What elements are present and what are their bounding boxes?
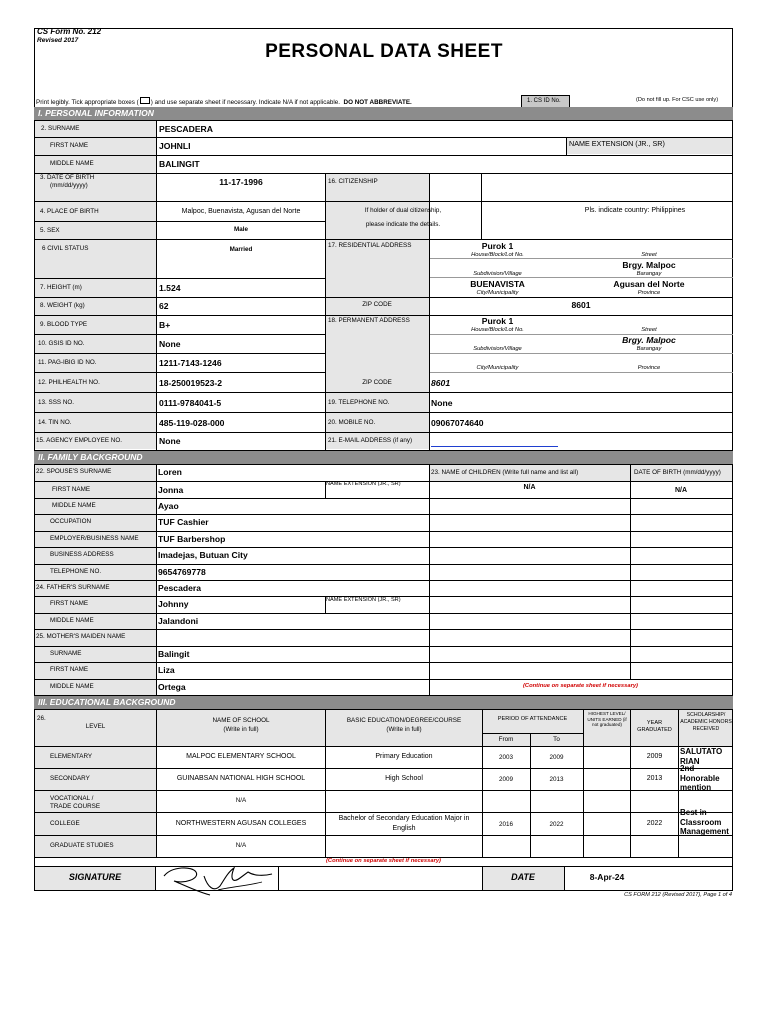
label-middle-name: MIDDLE NAME (50, 160, 94, 167)
edu-school-vocational: N/A (235, 797, 247, 804)
label-weight: 8. WEIGHT (kg) (40, 302, 85, 309)
edu-header-school: NAME OF SCHOOL (212, 717, 270, 724)
label-business-address: BUSINESS ADDRESS (50, 551, 114, 558)
edu-level-vocational (50, 795, 105, 811)
label-children: 23. NAME of CHILDREN (Write full name and list all) (431, 469, 579, 476)
edu-header-course-sub: (Write in full) (386, 726, 422, 733)
label-occupation: OCCUPATION (50, 518, 92, 525)
label-sex: 5. SEX (40, 227, 60, 234)
label-spouse-middle-name: MIDDLE NAME (52, 502, 96, 509)
value-spouse-middle-name: Ayao (158, 501, 179, 511)
value-blood-type: B+ (159, 320, 171, 330)
value-philhealth: 18-250019523-2 (159, 378, 223, 388)
edu-header-from: From (498, 736, 514, 743)
label-dob-format: (mm/dd/yyyy) (50, 182, 88, 189)
label-mother-maiden-name: 25. MOTHER'S MAIDEN NAME (36, 633, 126, 640)
cs-id-label: 1. CS ID No. (527, 98, 561, 104)
label-dual-citizenship-a: If holder of dual citizenship, (364, 207, 442, 214)
value-height: 1.524 (159, 283, 181, 293)
value-child-name: N/A (523, 484, 536, 491)
caption-subdivision: Subdivision/Village (473, 271, 522, 277)
page-title: PERSONAL DATA SHEET (265, 41, 503, 62)
date-value: 8-Apr-24 (589, 872, 625, 882)
signature-label: SIGNATURE (68, 872, 122, 882)
value-perm-barangay: Brgy. Malpoc (622, 335, 676, 345)
caption-perm-subdivision: Subdivision/Village (473, 346, 522, 352)
label-employer: EMPLOYER/BUSINESS NAME (50, 535, 139, 542)
label-citizenship: 16. CITIZENSHIP (328, 178, 378, 185)
label-sss: 13. SSS NO. (38, 399, 75, 406)
label-child-dob: DATE OF BIRTH (mm/dd/yyyy) (634, 469, 721, 476)
edu-honors-secondary: 2nd Honorable mention (680, 764, 720, 790)
edu-header-period: PERIOD OF ATTENDANCE (497, 716, 568, 722)
label-height: 7. HEIGHT (m) (40, 284, 82, 291)
label-mother-first-name: FIRST NAME (50, 666, 89, 673)
label-philhealth: 12. PHILHEALTH NO. (38, 379, 100, 386)
edu-course-elementary: Primary Education (375, 753, 433, 760)
edu-honors-college: Best in Classroom Management (680, 808, 729, 835)
label-mobile: 20. MOBILE NO. (328, 419, 376, 426)
label-spouse-surname: 22. SPOUSE'S SURNAME (36, 468, 112, 475)
caption-perm-city: City/Municipality (476, 365, 519, 371)
value-weight: 62 (159, 301, 169, 311)
edu-header-num: 26. (37, 715, 46, 722)
edu-header-year: YEAR GRADUATED (637, 720, 672, 733)
label-father-middle-name: MIDDLE NAME (50, 617, 94, 624)
value-res-barangay: Brgy. Malpoc (622, 260, 676, 270)
edu-honors-elementary: SALUTATO RIAN (680, 747, 723, 766)
label-permanent-address: 18. PERMANENT ADDRESS (328, 317, 410, 324)
label-mother-middle-name: MIDDLE NAME (50, 683, 94, 690)
label-surname: 2. SURNAME (41, 125, 80, 132)
value-sss: 0111-9784041-5 (159, 398, 222, 408)
label-father-first-name: FIRST NAME (50, 600, 89, 607)
instructions-part-1: Print legibly. Tick appropriate boxes ( (36, 99, 139, 106)
family-continue-note: (Continue on separate sheet if necessary) (522, 683, 638, 689)
value-place-of-birth: Malpoc, Buenavista, Agusan del Norte (181, 208, 301, 215)
instructions-part-2: ) and use separate sheet if necessary. Indicate N/A if not applicable. (150, 99, 341, 106)
caption-perm-barangay: Barangay (636, 346, 662, 352)
value-res-zip: 8601 (571, 300, 591, 310)
label-pagibig: 11. PAG-IBIG ID NO. (38, 359, 97, 366)
value-spouse-surname: Loren (158, 467, 182, 477)
value-child-dob: N/A (674, 487, 688, 494)
value-telephone: None (431, 398, 453, 408)
value-gsis: None (159, 339, 181, 349)
date-label: DATE (511, 872, 535, 882)
label-dual-citizenship-b: please indicate the details. (365, 221, 441, 228)
value-occupation: TUF Cashier (158, 517, 209, 527)
edu-level-college: COLLEGE (50, 820, 80, 827)
value-mother-middle-name: Ortega (158, 682, 186, 692)
label-father-surname: 24. FATHER'S SURNAME (36, 584, 110, 591)
page-footer-note: CS FORM 212 (Revised 2017), Page 1 of 4 (624, 892, 732, 898)
label-telephone-no: TELEPHONE NO. (50, 568, 102, 575)
caption-perm-province: Province (637, 365, 661, 371)
edu-level-graduate: GRADUATE STUDIES (50, 842, 114, 849)
label-name-extension: NAME EXTENSION (JR., SR) (569, 139, 665, 148)
edu-header-level: LEVEL (85, 723, 106, 730)
label-blood-type: 9. BLOOD TYPE (40, 321, 88, 328)
label-first-name: FIRST NAME (50, 142, 89, 149)
edu-from-secondary: 2009 (498, 776, 513, 783)
edu-to-elementary: 2009 (549, 754, 564, 761)
label-place-of-birth: 4. PLACE OF BIRTH (40, 208, 99, 215)
value-res-house: Purok 1 (481, 241, 514, 251)
caption-city: City/Municipality (476, 290, 519, 296)
value-surname: PESCADERA (159, 124, 213, 134)
section-personal-info: I. PERSONAL INFORMATION (34, 107, 733, 120)
label-dob: 3. DATE OF BIRTH (40, 174, 95, 181)
label-residential-address: 17. RESIDENTIAL ADDRESS (328, 242, 412, 249)
label-civil-status: 6 CIVIL STATUS (42, 245, 89, 252)
label-spouse-name-ext: NAME EXTENSION (JR., SR) (326, 481, 401, 487)
caption-perm-street: Street (641, 327, 657, 333)
edu-course-college: Bachelor of Secondary Education Major in English (338, 815, 470, 832)
edu-to-secondary: 2013 (549, 776, 564, 783)
label-gsis: 10. GSIS ID NO. (38, 340, 85, 347)
edu-level-vocational-text: VOCATIONAL / TRADE COURSE (50, 795, 101, 810)
edu-header-school-sub: (Write in full) (223, 726, 259, 733)
value-civil-status: Married (229, 246, 253, 253)
edu-from-college: 2016 (498, 821, 513, 828)
value-agency-no: None (159, 436, 181, 446)
value-mother-first-name: Liza (158, 665, 175, 675)
value-dob: 11-17-1996 (219, 177, 263, 187)
label-agency-no: 15. AGENCY EMPLOYEE NO. (36, 437, 122, 444)
value-sex: Male (234, 226, 248, 233)
label-email: 21. E-MAIL ADDRESS (if any) (328, 437, 413, 444)
edu-school-elementary: MALPOC ELEMENTARY SCHOOL (186, 753, 296, 760)
value-employer: TUF Barbershop (158, 534, 226, 544)
edu-from-elementary: 2003 (498, 754, 513, 761)
edu-header-honors: SCHOLARSHIP/ ACADEMIC HONORS RECEIVED (680, 712, 732, 732)
edu-level-secondary: SECONDARY (50, 775, 90, 782)
edu-level-elementary: ELEMENTARY (50, 753, 93, 760)
edu-continue-note: (Continue on separate sheet if necessary) (325, 858, 441, 864)
caption-street: Street (641, 252, 657, 258)
label-mother-surname: SURNAME (50, 650, 82, 657)
value-first-name: JOHNLI (159, 141, 191, 151)
email-hyperlink-line (431, 446, 558, 447)
value-business-address: Imadejas, Butuan City (158, 550, 248, 560)
value-res-province: Agusan del Norte (613, 279, 685, 289)
label-column-2-bg (325, 173, 429, 449)
form-number: CS Form No. 212 (37, 27, 102, 36)
value-spouse-first-name: Jonna (158, 485, 184, 495)
edu-header-units: HIGHEST LEVEL/ UNITS EARNED (if not graduated) (587, 711, 627, 728)
caption-province: Province (637, 290, 661, 296)
value-perm-house: Purok 1 (481, 316, 514, 326)
value-res-city: BUENAVISTA (470, 279, 525, 289)
label-father-name-ext: NAME EXTENSION (JR., SR) (326, 597, 401, 603)
value-father-first-name: Johnny (158, 599, 189, 609)
value-pagibig: 1211-7143-1246 (159, 358, 222, 368)
edu-to-college: 2022 (549, 821, 564, 828)
form-revision: Revised 2017 (37, 37, 79, 44)
edu-header-to: To (553, 736, 560, 743)
value-telephone-no: 9654769778 (158, 567, 206, 577)
label-perm-zip: ZIP CODE (362, 379, 392, 386)
edu-school-college: NORTHWESTERN AGUSAN COLLEGES (175, 820, 307, 827)
caption-perm-house: House/Block/Lot No. (471, 327, 524, 333)
caption-barangay: Barangay (636, 271, 662, 277)
edu-year-secondary: 2013 (646, 775, 663, 782)
value-mobile: 09067074640 (431, 418, 484, 428)
value-citizenship-country: Pls. indicate country: Philippines (584, 207, 686, 214)
caption-house: House/Block/Lot No. (471, 252, 524, 258)
edu-year-elementary: 2009 (646, 753, 663, 760)
edu-header-course: BASIC EDUCATION/DEGREE/COURSE (346, 717, 462, 724)
instructions-bold: DO NOT ABBREVIATE. (343, 99, 412, 106)
edu-course-secondary: High School (385, 775, 423, 782)
label-spouse-first-name: FIRST NAME (52, 486, 91, 493)
value-father-middle-name: Jalandoni (158, 616, 199, 626)
value-mother-surname: Balingit (158, 649, 190, 659)
edu-school-secondary: GUINABSAN NATIONAL HIGH SCHOOL (176, 775, 306, 782)
csc-note: (Do not fill up. For CSC use only) (636, 97, 719, 103)
edu-year-college: 2022 (646, 820, 663, 827)
section-family-background: II. FAMILY BACKGROUND (34, 451, 733, 464)
section-educational-background: III. EDUCATIONAL BACKGROUND (34, 696, 733, 709)
label-tin: 14. TIN NO. (38, 419, 72, 426)
signature-image (158, 862, 276, 898)
value-middle-name: BALINGIT (159, 159, 200, 169)
value-tin: 485-119-028-000 (159, 418, 225, 428)
label-telephone: 19. TELEPHONE NO. (328, 399, 390, 406)
edu-school-graduate: N/A (235, 842, 247, 849)
value-father-surname: Pescadera (158, 583, 202, 593)
value-perm-zip: 8601 (431, 378, 451, 388)
label-res-zip: ZIP CODE (362, 301, 392, 308)
